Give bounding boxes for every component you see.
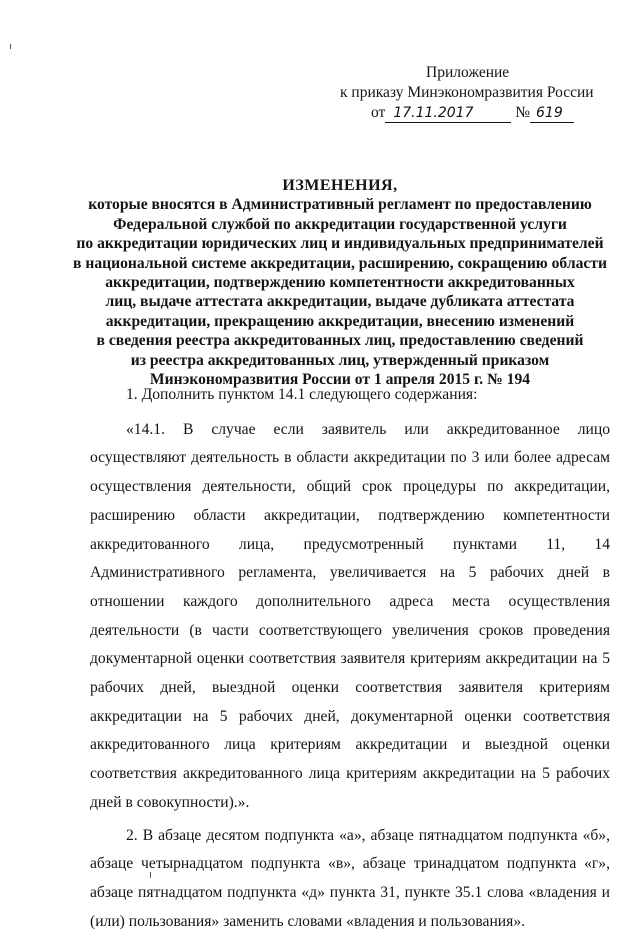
title-line: в национальной системе аккредитации, расширению, сокращению области [73,254,607,272]
title-line: из реестра аккредитованных лиц, утвержденный приказом [130,351,550,369]
title-line: Минэкономразвития России от 1 апреля 2015 г. № 194 [149,371,531,389]
title-line: аккредитации, прекращению аккредитации, внесению изменений [105,312,575,330]
title-line: аккредитации, подтверждению компетентности аккредитованных [105,274,575,292]
title-line: в сведения реестра аккредитованных лиц, предоставлению сведений [96,332,584,350]
paragraph-1: 1. Дополнить пунктом 14.1 следующего содержания: [126,386,478,403]
appendix-label: Приложение [426,64,510,81]
title-heading: ИЗМЕНЕНИЯ, [282,177,398,194]
order-number: 619 [530,105,574,123]
document-body [90,381,610,936]
paragraph-3: 2. В абзаце десятом подпункта «а», абзаце пятнадцатом подпункта «б», абзаце четырнадцатом подпункта «в», абзаце тринадцатом подпункта «г», абзаце пятнадцатом подпункта «д» пункта 31, пункте 35.1 слова «владения и (или) пользования» заменить словами «владения и пользования». [90,826,610,930]
title-line: лиц, выдаче аттестата аккредитации, выдаче дубликата аттестата [105,293,575,311]
title-line: по аккредитации юридических лиц и индивидуальных предпринимателей [76,235,604,253]
order-reference: к приказу Минэкономразвития России [340,84,594,101]
document-title [70,176,610,389]
date-prefix: от [371,104,386,121]
order-date-number [340,103,620,123]
order-date: 17.11.2017 [385,105,511,123]
paragraph-2: «14.1. В случае если заявитель или аккредитованное лицо осуществляют деятельность в области аккредитации по 3 или более адресам осуществления деятельности, общий срок процедуры по аккредитации, расширению области аккредитации, подтверждению компетентности аккредитованного лица, предусмотренный пунктами 11, 14 Административного регламента, увеличивается на 5 рабочих дней в отношении каждого дополнительного адреса места осуществления деятельности (в части соответствующего увеличения сроков проведения документарной оценки соответствия заявителя критериям аккредитации на 5 рабочих дней, выездной оценки соответствия заявителя критериям аккредитации на 5 рабочих дней, документарной оценки соответствия аккредитованного лица критериям аккредитации и выездной оценки соответствия аккредитованного лица критериям аккредитации на 5 рабочих дней в совокупности).». [90,420,610,811]
title-line: которые вносятся в Административный регламент по предоставлению [88,196,592,214]
scan-mark [10,44,11,49]
title-line: Федеральной службой по аккредитации государственной услуги [113,215,567,233]
number-prefix: № [515,104,530,121]
approval-header [340,63,620,123]
